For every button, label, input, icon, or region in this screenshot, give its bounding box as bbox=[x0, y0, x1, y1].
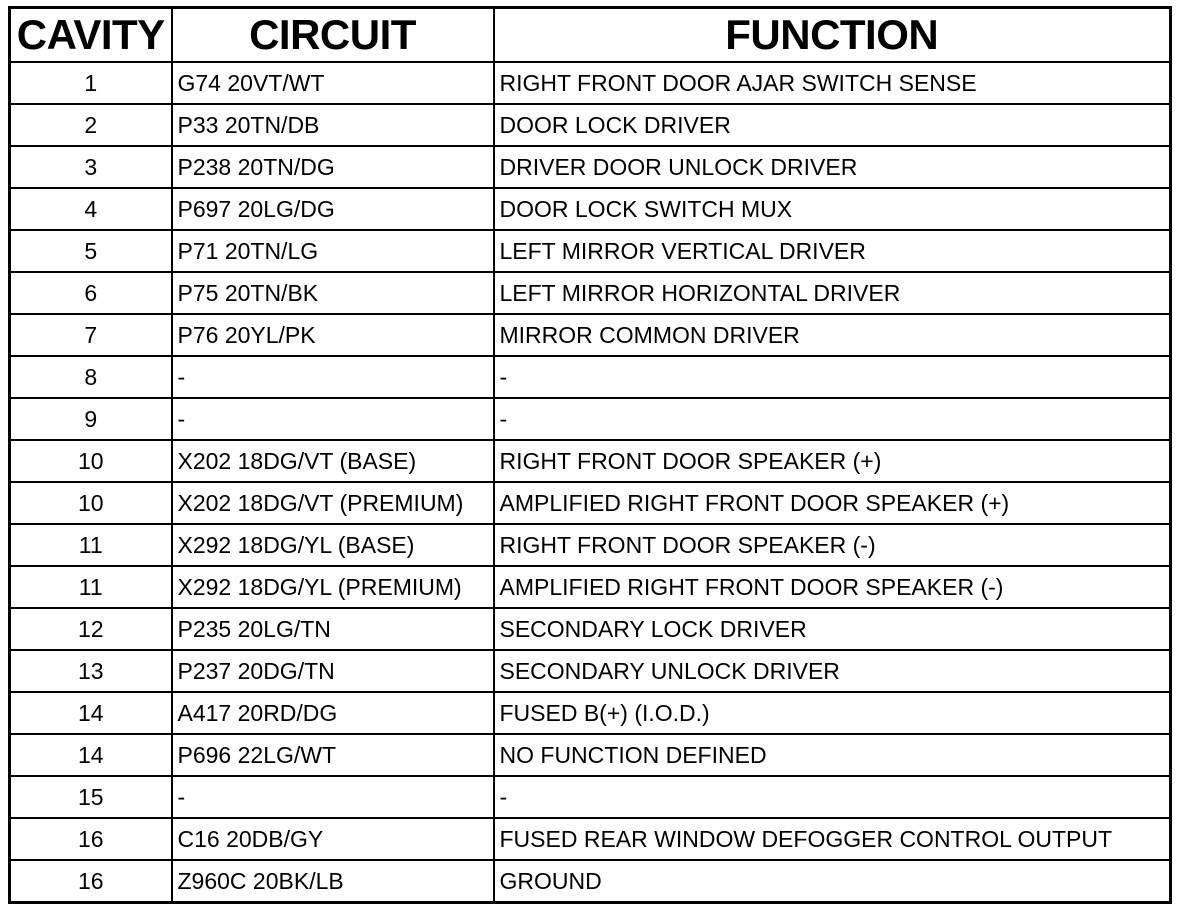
circuit-cell: X202 18DG/VT (PREMIUM) bbox=[172, 482, 494, 524]
table-row bbox=[10, 398, 1171, 440]
circuit-cell: P76 20YL/PK bbox=[172, 314, 494, 356]
function-cell: LEFT MIRROR VERTICAL DRIVER bbox=[494, 230, 1171, 272]
circuit-cell: C16 20DB/GY bbox=[172, 818, 494, 860]
table-row bbox=[10, 818, 1171, 860]
table-row bbox=[10, 146, 1171, 188]
function-cell: SECONDARY LOCK DRIVER bbox=[494, 608, 1171, 650]
circuit-cell: X292 18DG/YL (BASE) bbox=[172, 524, 494, 566]
function-cell: AMPLIFIED RIGHT FRONT DOOR SPEAKER (+) bbox=[494, 482, 1171, 524]
table-row bbox=[10, 356, 1171, 398]
circuit-cell: - bbox=[172, 776, 494, 818]
circuit-cell: P237 20DG/TN bbox=[172, 650, 494, 692]
cavity-cell: 6 bbox=[10, 272, 172, 314]
cavity-cell: 15 bbox=[10, 776, 172, 818]
table-row bbox=[10, 860, 1171, 903]
table-row bbox=[10, 314, 1171, 356]
function-cell: DOOR LOCK SWITCH MUX bbox=[494, 188, 1171, 230]
function-cell: - bbox=[494, 398, 1171, 440]
circuit-cell: P235 20LG/TN bbox=[172, 608, 494, 650]
column-header-cavity: CAVITY bbox=[10, 8, 172, 63]
table-row bbox=[10, 608, 1171, 650]
function-cell: SECONDARY UNLOCK DRIVER bbox=[494, 650, 1171, 692]
circuit-cell: P697 20LG/DG bbox=[172, 188, 494, 230]
circuit-cell: X292 18DG/YL (PREMIUM) bbox=[172, 566, 494, 608]
table-row bbox=[10, 230, 1171, 272]
table-row bbox=[10, 62, 1171, 104]
table-row bbox=[10, 650, 1171, 692]
table-header bbox=[10, 8, 1171, 63]
cavity-cell: 10 bbox=[10, 482, 172, 524]
header-row bbox=[10, 8, 1171, 63]
table-row bbox=[10, 776, 1171, 818]
function-cell: MIRROR COMMON DRIVER bbox=[494, 314, 1171, 356]
function-cell: LEFT MIRROR HORIZONTAL DRIVER bbox=[494, 272, 1171, 314]
circuit-cell: P238 20TN/DG bbox=[172, 146, 494, 188]
cavity-cell: 1 bbox=[10, 62, 172, 104]
cavity-cell: 10 bbox=[10, 440, 172, 482]
circuit-cell: P75 20TN/BK bbox=[172, 272, 494, 314]
cavity-cell: 16 bbox=[10, 818, 172, 860]
cavity-cell: 2 bbox=[10, 104, 172, 146]
table-row bbox=[10, 692, 1171, 734]
function-cell: AMPLIFIED RIGHT FRONT DOOR SPEAKER (-) bbox=[494, 566, 1171, 608]
connector-pinout-table bbox=[8, 6, 1172, 904]
cavity-cell: 8 bbox=[10, 356, 172, 398]
table-row bbox=[10, 524, 1171, 566]
function-cell: FUSED B(+) (I.O.D.) bbox=[494, 692, 1171, 734]
cavity-cell: 16 bbox=[10, 860, 172, 903]
cavity-cell: 11 bbox=[10, 566, 172, 608]
cavity-cell: 12 bbox=[10, 608, 172, 650]
function-cell: GROUND bbox=[494, 860, 1171, 903]
column-header-function: FUNCTION bbox=[494, 8, 1171, 63]
function-cell: NO FUNCTION DEFINED bbox=[494, 734, 1171, 776]
table-row bbox=[10, 104, 1171, 146]
function-cell: DRIVER DOOR UNLOCK DRIVER bbox=[494, 146, 1171, 188]
function-cell: RIGHT FRONT DOOR SPEAKER (-) bbox=[494, 524, 1171, 566]
table-body bbox=[10, 62, 1171, 903]
circuit-cell: G74 20VT/WT bbox=[172, 62, 494, 104]
circuit-cell: P33 20TN/DB bbox=[172, 104, 494, 146]
table-row bbox=[10, 440, 1171, 482]
cavity-cell: 13 bbox=[10, 650, 172, 692]
column-header-circuit: CIRCUIT bbox=[172, 8, 494, 63]
circuit-cell: X202 18DG/VT (BASE) bbox=[172, 440, 494, 482]
function-cell: RIGHT FRONT DOOR AJAR SWITCH SENSE bbox=[494, 62, 1171, 104]
cavity-cell: 11 bbox=[10, 524, 172, 566]
cavity-cell: 14 bbox=[10, 734, 172, 776]
function-cell: DOOR LOCK DRIVER bbox=[494, 104, 1171, 146]
cavity-cell: 7 bbox=[10, 314, 172, 356]
circuit-cell: Z960C 20BK/LB bbox=[172, 860, 494, 903]
cavity-cell: 9 bbox=[10, 398, 172, 440]
table-row bbox=[10, 188, 1171, 230]
cavity-cell: 3 bbox=[10, 146, 172, 188]
cavity-cell: 5 bbox=[10, 230, 172, 272]
circuit-cell: - bbox=[172, 356, 494, 398]
circuit-cell: - bbox=[172, 398, 494, 440]
cavity-cell: 4 bbox=[10, 188, 172, 230]
function-cell: RIGHT FRONT DOOR SPEAKER (+) bbox=[494, 440, 1171, 482]
table-row bbox=[10, 566, 1171, 608]
circuit-cell: P71 20TN/LG bbox=[172, 230, 494, 272]
table-row bbox=[10, 482, 1171, 524]
function-cell: FUSED REAR WINDOW DEFOGGER CONTROL OUTPUT bbox=[494, 818, 1171, 860]
table-row bbox=[10, 734, 1171, 776]
function-cell: - bbox=[494, 356, 1171, 398]
table-row bbox=[10, 272, 1171, 314]
function-cell: - bbox=[494, 776, 1171, 818]
cavity-cell: 14 bbox=[10, 692, 172, 734]
circuit-cell: A417 20RD/DG bbox=[172, 692, 494, 734]
circuit-cell: P696 22LG/WT bbox=[172, 734, 494, 776]
